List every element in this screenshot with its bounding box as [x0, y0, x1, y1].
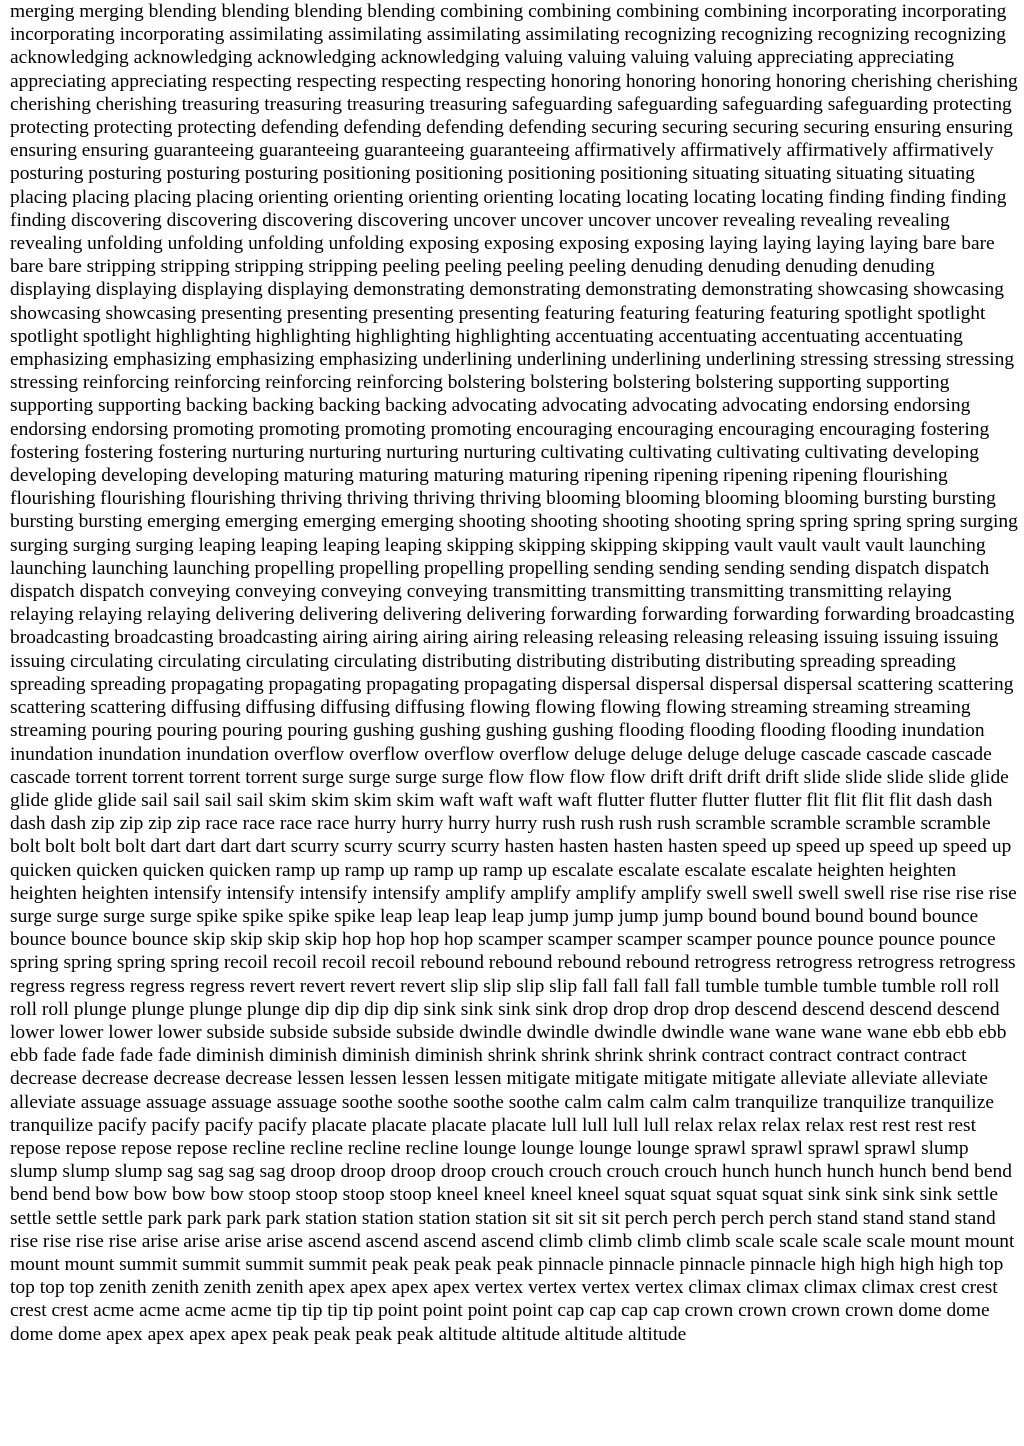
text-line: race race race race hurry hurry hurry hurry rush rush rush rush scramble scramble scramble scramble bolt bolt bolt bolt	[10, 813, 991, 858]
text-line: surge surge surge flow flow flow flow drift drift drift drift slide slide slide slide glide glide glide glide sail sail sail sail	[10, 766, 1009, 811]
text-line: honoring honoring cherishing cherishing cherishing cherishing treasuring treasuring treasuring treasuring safeguarding	[10, 70, 1018, 115]
text-line: discovering discovering discovering uncover uncover uncover uncover revealing revealing revealing revealing unfolding	[10, 209, 950, 255]
text-line: high top top top top zenith zenith zenith zenith apex apex apex apex vertex vertex vertex vertex climax climax climax	[10, 1253, 1004, 1299]
text-line: issuing issuing issuing issuing circulating circulating circulating circulating distributing distributing distributing	[10, 627, 999, 672]
text-line: accentuating emphasizing emphasizing emphasizing emphasizing underlining underlining underlining underlining	[10, 325, 963, 371]
text-line: nurturing cultivating cultivating cultivating cultivating developing developing developing developing maturing maturing	[10, 441, 979, 487]
text-line: showcasing showcasing presenting presenting presenting presenting featuring featuring featuring featuring spotlight	[10, 302, 913, 324]
text-line: advocating advocating endorsing endorsing endorsing endorsing promoting promoting promoting promoting	[10, 395, 971, 440]
text-line: dispatch dispatch conveying conveying conveying conveying transmitting transmitting transmitting transmitting relaying	[10, 581, 952, 603]
text-line: recognizing recognizing acknowledging acknowledging acknowledging acknowledging valuing valuing valuing valuing	[10, 24, 1006, 69]
text-line: retrogress retrogress retrogress regress regress regress regress revert revert revert revert slip slip slip slip fall fall fall fall	[10, 952, 1016, 997]
text-line: merging merging blending blending blending blending combining combining combining combining incorporating	[10, 1, 897, 22]
text-line: dispersal dispersal dispersal scattering scattering scattering scattering diffusing diffusing diffusing diffusing flowing	[10, 673, 1014, 719]
body-paragraph	[10, 0, 1018, 1346]
text-line: orienting orienting orienting orienting locating locating locating locating finding finding finding finding discovering	[10, 186, 1007, 231]
text-line: skim skim skim skim waft waft waft waft flutter flutter flutter flutter flit flit flit flit dash dash dash dash zip zip zip zip	[10, 789, 993, 835]
text-line: park park park park station station station station sit sit sit sit perch perch perch perch stand stand stand stand rise rise	[10, 1207, 996, 1252]
text-line: displaying displaying displaying demonstrating demonstrating demonstrating demonstrating showcasing showcasing	[95, 279, 1004, 301]
text-line: guaranteeing guaranteeing affirmatively affirmatively affirmatively affirmatively posturing posturing posturing posturing	[10, 140, 994, 185]
text-line: recline recline lounge lounge lounge lounge sprawl sprawl sprawl sprawl slump slump slump slump sag sag sag sag	[10, 1137, 969, 1183]
text-line: soothe soothe calm calm calm calm tranquilize tranquilize tranquilize tranquilize pacify pacify pacify pacify placate	[10, 1091, 994, 1136]
text-line: leaping leaping leaping leaping skipping skipping skipping skipping vault vault vault vault launching launching	[10, 534, 986, 579]
text-line: pounce pounce pounce spring spring spring spring recoil recoil recoil recoil rebound rebound rebound rebound retrogress	[10, 929, 996, 974]
text-line: defending securing securing securing securing ensuring ensuring ensuring ensuring guaranteeing guaranteeing	[10, 117, 1013, 162]
text-line: placate placate placate lull lull lull lull relax relax relax relax rest rest rest rest repose repose repose repose recline recline	[10, 1114, 977, 1159]
text-line: relaying relaying relaying delivering delivering delivering delivering forwarding forwarding forwarding forwarding	[10, 604, 911, 626]
text-line: quicken quicken quicken ramp up ramp up ramp up ramp up escalate escalate escalate escalate heighten heighten	[76, 859, 957, 881]
text-line: heighten heighten intensify intensify intensify intensify amplify amplify amplify amplify swell swell swell swell rise rise	[10, 882, 951, 904]
text-line: stressing stressing stressing stressing reinforcing reinforcing reinforcing reinforcing bolstering bolstering bolstering	[10, 349, 1015, 394]
text-line: bow stoop stoop stoop stoop kneel kneel kneel kneel squat squat squat squat sink sink sink sink settle settle settle settle	[10, 1184, 998, 1229]
text-line: emerging emerging shooting shooting shooting shooting spring spring spring spring surging surging surging surging	[10, 511, 1018, 556]
text-line: safeguarding safeguarding safeguarding protecting protecting protecting protecting defending defending defending	[10, 93, 1012, 139]
text-line: incorporating incorporating incorporating assimilating assimilating assimilating assimilating recognizing recognizing	[10, 1, 1007, 46]
text-line: mount mount summit summit summit summit peak peak peak peak pinnacle pinnacle pinnacle pinnacle high high high	[10, 1253, 935, 1275]
text-line: launching launching propelling propelling propelling propelling sending sending sending sending dispatch dispatch	[91, 557, 990, 579]
text-line: gushing gushing flooding flooding flooding flooding inundation inundation inundation inundation overflow overflow	[10, 720, 985, 765]
text-line: thriving thriving blooming blooming blooming blooming bursting bursting bursting bursting emerging emerging	[10, 488, 996, 533]
text-line: distributing spreading spreading spreading spreading propagating propagating propagating propagating dispersal	[10, 650, 956, 695]
text-line: positioning positioning positioning positioning situating situating situating situating placing placing placing placing	[10, 163, 975, 208]
text-line: drop drop descend descend descend descend lower lower lower lower subside subside subside subside dwindle dwindle	[10, 998, 1000, 1043]
text-line: stripping stripping stripping stripping peeling peeling peeling peeling denuding denuding denuding denuding displaying	[10, 256, 935, 301]
text-line: flowing flowing flowing streaming streaming streaming streaming pouring pouring pouring pouring gushing gushing	[10, 697, 971, 742]
text-line: broadcasting broadcasting broadcasting broadcasting airing airing airing airing releasing releasing releasing releasing	[10, 604, 1015, 649]
text-line: tumble tumble tumble tumble roll roll roll roll plunge plunge plunge plunge dip dip dip dip sink sink sink sink drop drop	[10, 975, 1000, 1020]
text-line: spotlight spotlight spotlight highlighting highlighting highlighting highlighting accentuating accentuating accentuating	[10, 302, 986, 347]
text-line: shrink shrink shrink contract contract contract contract decrease decrease decrease decrease lessen lessen lessen lessen	[10, 1045, 967, 1090]
text-line: dwindle dwindle wane wane wane wane ebb ebb ebb ebb fade fade fade fade diminish diminish diminish diminish shrink	[10, 1021, 1007, 1067]
text-line: mitigate mitigate mitigate mitigate alleviate alleviate alleviate alleviate assuage assuage assuage assuage soothe soothe	[10, 1068, 988, 1113]
text-line: unfolding unfolding unfolding exposing exposing exposing exposing laying laying laying laying bare bare bare bare	[10, 233, 995, 278]
text-line: rise rise surge surge surge surge spike spike spike spike leap leap leap leap jump jump jump jump bound bound bound	[10, 882, 1017, 927]
text-line: dart dart dart dart scurry scurry scurry scurry hasten hasten hasten hasten speed up speed up speed up speed up quicken	[10, 836, 1012, 881]
text-line: appreciating appreciating appreciating appreciating respecting respecting respecting respecting honoring honoring	[10, 47, 955, 92]
text-line: maturing maturing ripening ripening ripening ripening flourishing flourishing flourishing flourishing thriving thriving	[10, 465, 948, 510]
text-line: droop droop droop droop crouch crouch crouch crouch hunch hunch hunch hunch bend bend bend bend bow bow bow	[10, 1161, 1012, 1206]
text-line: bound bounce bounce bounce bounce skip skip skip skip hop hop hop hop scamper scamper scamper scamper pounce	[10, 905, 979, 951]
text-line: climax crest crest crest crest acme acme acme acme tip tip tip tip point point point point cap cap cap cap crown crown	[10, 1277, 998, 1322]
text-line: encouraging encouraging encouraging encouraging fostering fostering fostering fostering nurturing nurturing nurturing	[10, 418, 990, 463]
text-line: bolstering supporting supporting supporting supporting backing backing backing backing advocating advocating	[10, 372, 950, 417]
text-line: overflow overflow deluge deluge deluge deluge cascade cascade cascade cascade torrent torrent torrent torrent surge	[10, 743, 992, 788]
text-line: crown crown dome dome dome dome apex apex apex apex peak peak peak peak altitude altitude altitude altitude	[10, 1300, 990, 1345]
text-line: rise rise arise arise arise arise ascend ascend ascend ascend climb climb climb climb scale scale scale scale mount mount	[75, 1230, 1015, 1252]
